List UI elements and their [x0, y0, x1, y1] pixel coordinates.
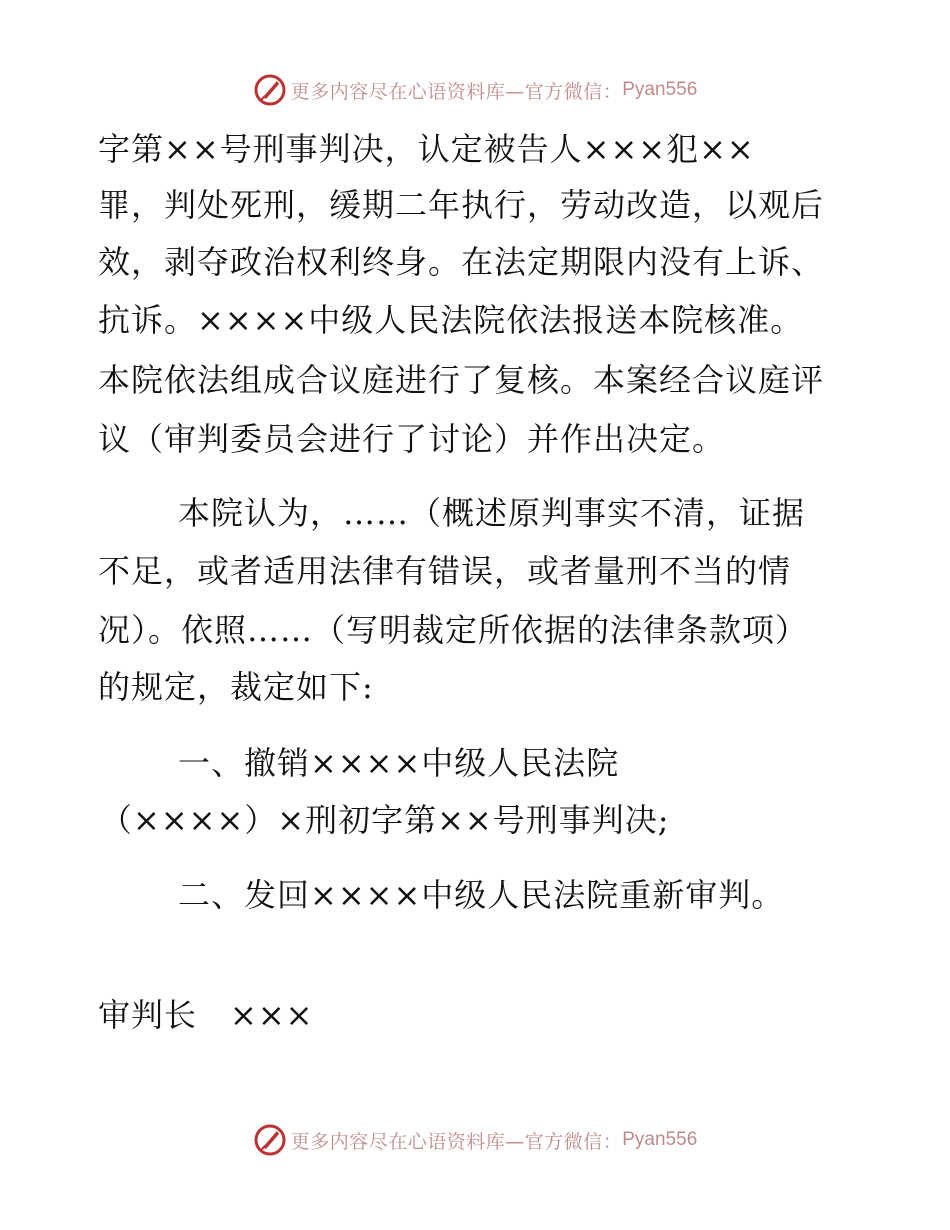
text-line: 效，剥夺政治权利终身。在法定期限内没有上诉、	[98, 243, 825, 281]
ruling-item-1-continued: （××××）×刑初字第××号刑事判决;	[100, 801, 670, 839]
text-line: 抗诉。××××中级人民法院依法报送本院核准。	[98, 301, 804, 339]
quill-logo-icon	[253, 1123, 287, 1157]
text-line: 况）。依照……（写明裁定所依据的法律条款项）	[98, 611, 809, 649]
text-line: 本院依法组成合议庭进行了复核。本案经合议庭评	[98, 361, 825, 399]
watermark-text: 更多内容尽在心语资料库—官方微信：	[290, 1130, 623, 1153]
text-line: 议（审判委员会进行了讨论）并作出决定。	[98, 420, 726, 458]
text-line: 的规定，裁定如下:	[98, 668, 374, 706]
ruling-item-1: 一、撤销××××中级人民法院	[178, 744, 620, 782]
watermark-wechat-id: Pyan556	[622, 79, 698, 100]
watermark-wechat-id: Pyan556	[622, 1129, 698, 1150]
text-line: 罪，判处死刑，缓期二年执行，劳动改造，以观后	[98, 186, 825, 224]
text-line: 不足，或者适用法律有错误，或者量刑不当的情	[98, 552, 792, 590]
quill-logo-icon	[253, 73, 287, 107]
paragraph-start-line: 本院认为，……（概述原判事实不清，证据	[178, 494, 806, 532]
text-line: 字第××号刑事判决，认定被告人×××犯××	[98, 130, 755, 168]
presiding-judge-signature: 审判长 ×××	[98, 996, 314, 1034]
watermark-text: 更多内容尽在心语资料库—官方微信：	[290, 80, 623, 103]
header-watermark	[0, 70, 950, 110]
footer-watermark	[0, 1120, 950, 1160]
ruling-item-2: 二、发回××××中级人民法院重新审判。	[178, 876, 785, 914]
